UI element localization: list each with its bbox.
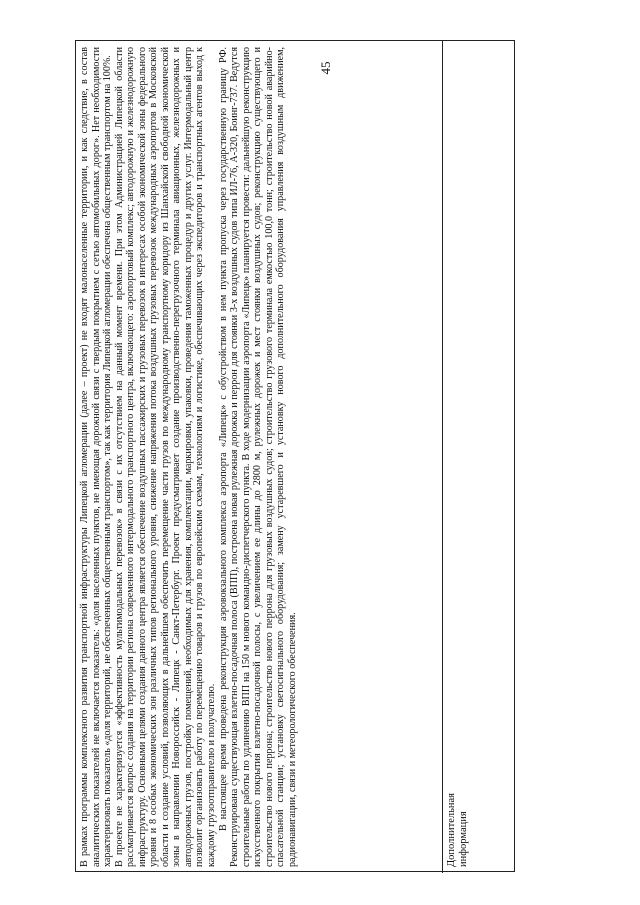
paragraph-2: В проекте не характеризуется «эффективность мультимодальных перевозок» в связи с их отсутствием на данный момент времени. При этом Администрацией Липецкой области рассматривается вопрос создания на территории региона современного интермодального транспортного центра, включающего: аэропортовый комплекс; автодорожную и железнодорожную инфраструктуру. Основными целями создания данного центра является обеспечение воздушных пассажирских и грузовых перевозок в интересах особой экономической зоны федерального уровня и 8 особых экономических зон различных типов регионального уровня, снижение напряжения потока воздушных грузовых перевозок международных аэропортов в Московской области и создание условий, позволяющих в дальнейшем обеспечить перемещение части грузов по международному транспортному коридору из Шанхайской свободной экономической зоны в направлении Новороссийск - Липецк - Санкт-Петербург. Проект предусматривает создание производственно-перегрузочного терминала авиационных, железнодорожных и автодорожных грузов, постройку помещений, необходимых для хранения, комплектации, маркировки, упаковки, проведения таможенных процедур и других услуг. Интермодальный центр позволит организовать работу по перемещению товаров и грузов по европейским схемам, технологиям и логистике, обеспечивающих через экспедиторов и транспортных агентов выход к каждому грузоотправителю и получателю. bbox=[113, 47, 218, 867]
row-label-line-2: информация bbox=[458, 811, 469, 867]
rotated-table-content bbox=[76, 41, 516, 873]
info-table bbox=[75, 40, 515, 872]
page-number-text: 45 bbox=[318, 61, 333, 75]
paragraph-1: В рамках программы комплексного развития транспортной инфраструктуры Липецкой агломерации (далее – проект) не входят малонаселенные территории, и как следствие, в состав аналитических показателей не включается показатель: «доля населенных пунктов, не имеющая дорожной связи с твердым покрытием с сетью автомобильных дорог». Нет необходимости характеризовать показатель «доля территорий, не обеспеченных общественным транспортом», так как территория Липецкой агломерации обеспечена общественным транспортом на 100%. bbox=[79, 47, 114, 867]
row-label-cell bbox=[443, 41, 516, 873]
paragraph-3: В настоящее время проведена реконструкция аэровокзального комплекса аэропорта «Липецк» с обустройством в нем пункта пропуска через государственную границу РФ. Реконструирована существующая взлетно-посадочная полоса (ВПП), построена новая рулежная дорожка и перрон для стоянки 3-х воздушных судов типа ИЛ-76, А-320, Боинг-737. Ведутся строительные работы по удлинению ВПП на 150 м нового командно-диспетчерского пункта. В ходе модернизации аэропорта «Липецк» планируется провести: дальнейшую реконструкцию искусственного покрытия взлетно-посадочной полосы, с увеличением ее длины до 2800 м, рулежных дорожек и мест стоянки воздушных судов; реконструкцию существующего и строительство нового перрона; строительство нового перрона для грузовых воздушных судов; строительство грузового терминала емкостью 100,0 тонн; строительство новой аварийно-спасательной станции; установку светосигнального оборудования; замену устаревшего и установку нового дополнительного оборудования управления воздушным движением, радионавигации, связи и метеорологического обеспечения. bbox=[217, 47, 298, 867]
row-label-line-1: Дополнительная bbox=[446, 792, 457, 867]
info-content-cell bbox=[76, 41, 442, 873]
